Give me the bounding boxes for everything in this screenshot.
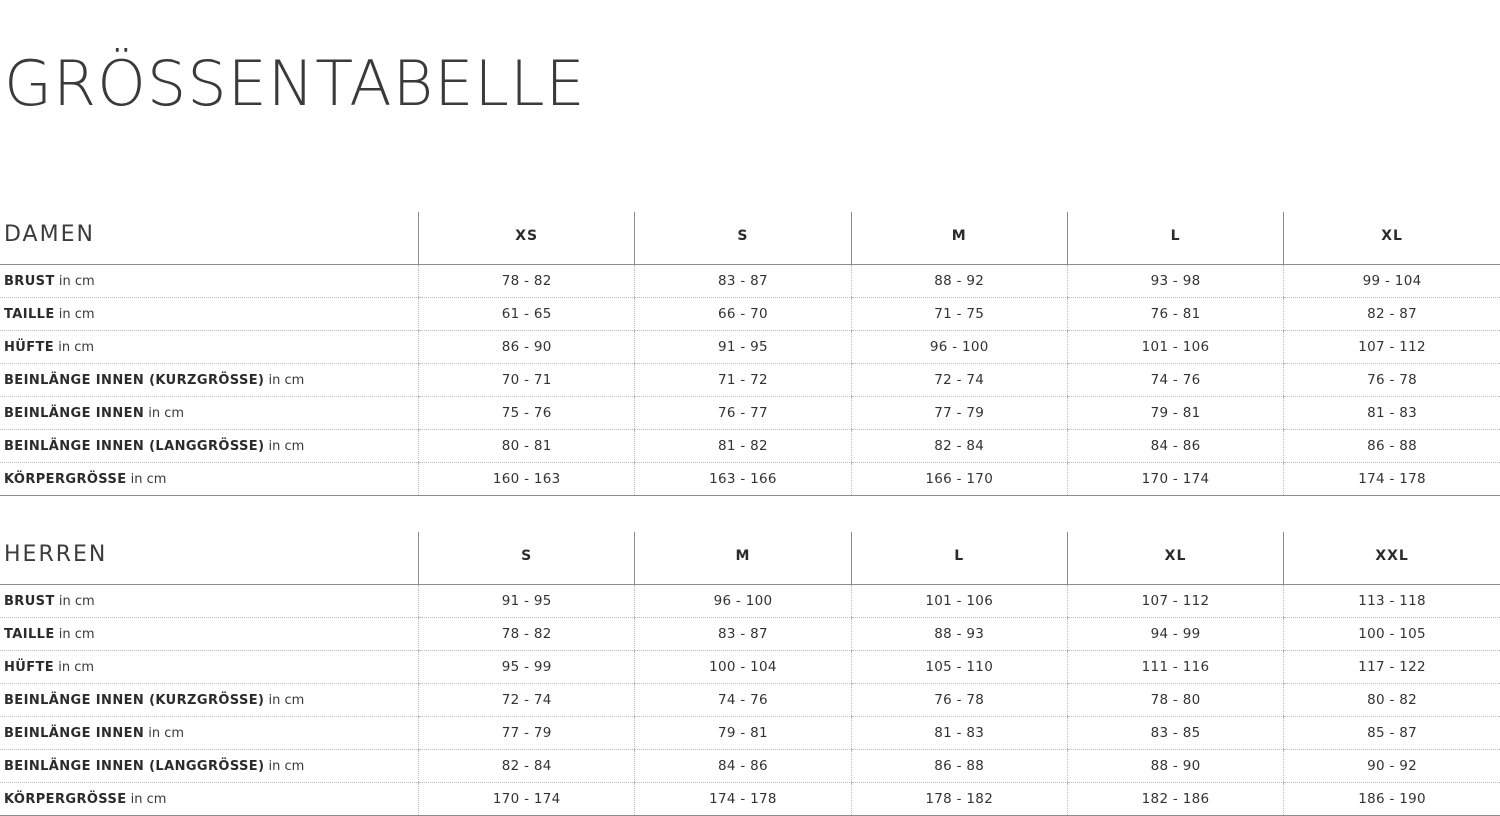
row-label	[0, 650, 419, 683]
cell-value: 170 - 174	[1067, 462, 1283, 495]
table-row	[0, 462, 1500, 495]
row-label	[0, 782, 419, 815]
cell-value: 178 - 182	[851, 782, 1067, 815]
row-label-unit: in cm	[126, 471, 167, 487]
row-label-unit: in cm	[264, 438, 305, 454]
row-label-strong: TAILLE	[4, 306, 55, 322]
row-label	[0, 584, 419, 617]
cell-value: 71 - 75	[851, 297, 1067, 330]
cell-value: 76 - 78	[851, 683, 1067, 716]
row-label-strong: TAILLE	[4, 626, 55, 642]
cell-value: 111 - 116	[1067, 650, 1283, 683]
row-label	[0, 330, 419, 363]
row-label-strong: HÜFTE	[4, 339, 55, 355]
cell-value: 96 - 100	[635, 584, 851, 617]
row-label-unit: in cm	[54, 273, 95, 289]
row-label-strong: BEINLÄNGE INNEN (LANGGRÖSSE)	[4, 438, 265, 454]
size-header-4: XXL	[1284, 532, 1500, 585]
cell-value: 186 - 190	[1284, 782, 1500, 815]
row-label-strong: BEINLÄNGE INNEN	[4, 725, 145, 741]
cell-value: 100 - 104	[635, 650, 851, 683]
cell-value: 72 - 74	[419, 683, 635, 716]
cell-value: 85 - 87	[1284, 716, 1500, 749]
cell-value: 88 - 92	[851, 264, 1067, 297]
table-body-herren	[0, 584, 1500, 815]
cell-value: 70 - 71	[419, 363, 635, 396]
cell-value: 99 - 104	[1284, 264, 1500, 297]
cell-value: 101 - 106	[851, 584, 1067, 617]
cell-value: 76 - 77	[635, 396, 851, 429]
header-row	[0, 212, 1500, 265]
row-label-unit: in cm	[144, 725, 185, 741]
cell-value: 78 - 82	[419, 264, 635, 297]
cell-value: 105 - 110	[851, 650, 1067, 683]
cell-value: 75 - 76	[419, 396, 635, 429]
cell-value: 83 - 87	[635, 617, 851, 650]
row-label-unit: in cm	[264, 372, 305, 388]
cell-value: 84 - 86	[635, 749, 851, 782]
table-row	[0, 650, 1500, 683]
table-row	[0, 584, 1500, 617]
cell-value: 83 - 85	[1067, 716, 1283, 749]
row-label	[0, 396, 419, 429]
row-label-unit: in cm	[126, 791, 167, 807]
row-label-unit: in cm	[54, 659, 95, 675]
cell-value: 107 - 112	[1284, 330, 1500, 363]
table-herren	[0, 532, 1500, 816]
table-row	[0, 330, 1500, 363]
size-header-2: L	[851, 532, 1067, 585]
table-row	[0, 749, 1500, 782]
cell-value: 80 - 82	[1284, 683, 1500, 716]
row-label-strong: KÖRPERGRÖSSE	[4, 471, 127, 487]
cell-value: 113 - 118	[1284, 584, 1500, 617]
size-header-3: XL	[1067, 532, 1283, 585]
row-label-unit: in cm	[264, 758, 305, 774]
table-row	[0, 429, 1500, 462]
cell-value: 170 - 174	[419, 782, 635, 815]
table-damen	[0, 212, 1500, 496]
row-label	[0, 429, 419, 462]
row-label-strong: KÖRPERGRÖSSE	[4, 791, 127, 807]
cell-value: 101 - 106	[1067, 330, 1283, 363]
cell-value: 86 - 88	[851, 749, 1067, 782]
table-row	[0, 297, 1500, 330]
cell-value: 91 - 95	[635, 330, 851, 363]
row-label-strong: BEINLÄNGE INNEN (KURZGRÖSSE)	[4, 692, 265, 708]
table-row	[0, 617, 1500, 650]
table-row	[0, 782, 1500, 815]
cell-value: 79 - 81	[1067, 396, 1283, 429]
cell-value: 72 - 74	[851, 363, 1067, 396]
row-label-unit: in cm	[54, 593, 95, 609]
cell-value: 88 - 90	[1067, 749, 1283, 782]
row-label-strong: BEINLÄNGE INNEN	[4, 405, 145, 421]
size-header-3: L	[1067, 212, 1283, 265]
cell-value: 61 - 65	[419, 297, 635, 330]
cell-value: 166 - 170	[851, 462, 1067, 495]
cell-value: 78 - 82	[419, 617, 635, 650]
cell-value: 76 - 78	[1284, 363, 1500, 396]
row-label	[0, 297, 419, 330]
cell-value: 74 - 76	[635, 683, 851, 716]
row-label	[0, 363, 419, 396]
header-row	[0, 532, 1500, 585]
cell-value: 82 - 84	[419, 749, 635, 782]
cell-value: 107 - 112	[1067, 584, 1283, 617]
table-row	[0, 363, 1500, 396]
cell-value: 94 - 99	[1067, 617, 1283, 650]
table-body-damen	[0, 264, 1500, 495]
cell-value: 66 - 70	[635, 297, 851, 330]
cell-value: 95 - 99	[419, 650, 635, 683]
cell-value: 160 - 163	[419, 462, 635, 495]
size-header-1: S	[635, 212, 851, 265]
cell-value: 76 - 81	[1067, 297, 1283, 330]
size-chart-page	[0, 42, 1500, 809]
table-row	[0, 396, 1500, 429]
cell-value: 88 - 93	[851, 617, 1067, 650]
cell-value: 93 - 98	[1067, 264, 1283, 297]
size-table-damen	[0, 212, 1500, 496]
cell-value: 77 - 79	[419, 716, 635, 749]
cell-value: 83 - 87	[635, 264, 851, 297]
row-label-unit: in cm	[264, 692, 305, 708]
row-label	[0, 749, 419, 782]
row-label	[0, 716, 419, 749]
row-label-unit: in cm	[144, 405, 185, 421]
group-label-herren: HERREN	[0, 532, 419, 585]
cell-value: 86 - 90	[419, 330, 635, 363]
cell-value: 174 - 178	[635, 782, 851, 815]
cell-value: 82 - 87	[1284, 297, 1500, 330]
page-title: GRÖSSENTABELLE	[4, 46, 586, 120]
cell-value: 77 - 79	[851, 396, 1067, 429]
row-label-strong: BEINLÄNGE INNEN (LANGGRÖSSE)	[4, 758, 265, 774]
row-label-unit: in cm	[54, 339, 95, 355]
row-label-unit: in cm	[54, 306, 95, 322]
row-label	[0, 617, 419, 650]
cell-value: 163 - 166	[635, 462, 851, 495]
table-head-damen	[0, 212, 1500, 265]
row-label-strong: BRUST	[4, 593, 55, 609]
row-label-strong: HÜFTE	[4, 659, 55, 675]
cell-value: 100 - 105	[1284, 617, 1500, 650]
cell-value: 74 - 76	[1067, 363, 1283, 396]
cell-value: 90 - 92	[1284, 749, 1500, 782]
size-header-0: XS	[419, 212, 635, 265]
cell-value: 182 - 186	[1067, 782, 1283, 815]
cell-value: 80 - 81	[419, 429, 635, 462]
row-label	[0, 462, 419, 495]
cell-value: 78 - 80	[1067, 683, 1283, 716]
cell-value: 81 - 83	[1284, 396, 1500, 429]
row-label	[0, 264, 419, 297]
row-label-unit: in cm	[54, 626, 95, 642]
table-row	[0, 683, 1500, 716]
cell-value: 174 - 178	[1284, 462, 1500, 495]
cell-value: 82 - 84	[851, 429, 1067, 462]
cell-value: 71 - 72	[635, 363, 851, 396]
size-header-4: XL	[1284, 212, 1500, 265]
size-header-0: S	[419, 532, 635, 585]
size-table-herren	[0, 532, 1500, 816]
row-label-strong: BRUST	[4, 273, 55, 289]
cell-value: 91 - 95	[419, 584, 635, 617]
cell-value: 117 - 122	[1284, 650, 1500, 683]
cell-value: 79 - 81	[635, 716, 851, 749]
cell-value: 86 - 88	[1284, 429, 1500, 462]
table-row	[0, 264, 1500, 297]
cell-value: 81 - 83	[851, 716, 1067, 749]
size-header-1: M	[635, 532, 851, 585]
cell-value: 96 - 100	[851, 330, 1067, 363]
group-label-damen: DAMEN	[0, 212, 419, 265]
row-label	[0, 683, 419, 716]
table-row	[0, 716, 1500, 749]
row-label-strong: BEINLÄNGE INNEN (KURZGRÖSSE)	[4, 372, 265, 388]
size-header-2: M	[851, 212, 1067, 265]
cell-value: 81 - 82	[635, 429, 851, 462]
table-head-herren	[0, 532, 1500, 585]
cell-value: 84 - 86	[1067, 429, 1283, 462]
